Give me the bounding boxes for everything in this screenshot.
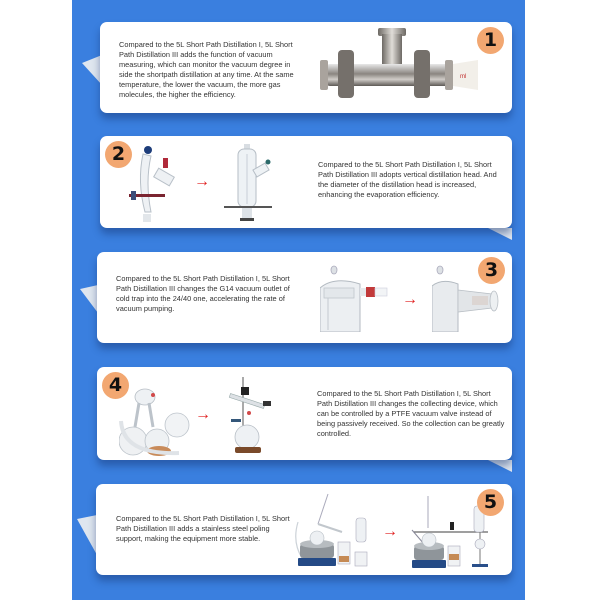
speech-tail: [82, 55, 102, 85]
speech-tail: [80, 285, 98, 313]
feature-card-3: [97, 252, 512, 343]
feature-card-5: [96, 484, 512, 575]
arrow-right-icon: →: [382, 523, 398, 540]
distillation-kit-without-support-image: [292, 492, 370, 570]
step-number-badge: 1: [477, 27, 504, 54]
step-number-badge: 2: [105, 141, 132, 168]
passive-collection-flasks-image: [119, 381, 191, 459]
ptfe-valve-collection-image: [225, 375, 281, 457]
arrow-right-icon: →: [402, 291, 418, 308]
speech-tail: [488, 460, 512, 472]
angled-distillation-head-image: [125, 142, 175, 226]
step-number-badge: 4: [102, 372, 129, 399]
feature-description: Compared to the 5L Short Path Distillation I, 5L Short Path Distillation III changes the collecting device, which can be controlled by a PTFE vacuum valve instead of being passively received. So the collection can be greatly controlled.: [317, 389, 505, 438]
step-number-badge: 5: [477, 489, 504, 516]
speech-tail: [77, 515, 97, 555]
step-number-badge: 3: [478, 257, 505, 284]
feature-card-2: [100, 136, 512, 228]
feature-description: Compared to the 5L Short Path Distillation I, 5L Short Path Distillation III adopts vertical distillation head. And the diameter of the distillation head is increased, enhancing the evaporation efficiency.: [318, 160, 497, 199]
feature-description: Compared to the 5L Short Path Distillation I, 5L Short Path Distillation III adds the function of vacuum measuring, which can monitor the vacuum degree in side the shortpath distillation at any time. At the same temperature, the lower the vacuum, the more gas molecules, the higher the efficiency.: [119, 40, 294, 99]
cold-trap-g14-outlet-image: [320, 264, 390, 332]
arrow-right-icon: →: [195, 406, 211, 423]
speech-tail: [488, 228, 512, 240]
vertical-distillation-head-image: [222, 144, 274, 226]
svg-text:ml: ml: [460, 74, 467, 80]
feature-description: Compared to the 5L Short Path Distillation I, 5L Short Path Distillation III adds a stainless steel poling support, making the equipment more stable.: [116, 514, 290, 543]
feature-description: Compared to the 5L Short Path Distillation I, 5L Short Path Distillation III changes the G14 vacuum outlet of cold trap into the 24/40 one, accelerating the rate of vacuum pumping.: [116, 274, 290, 313]
vacuum-tee-fitting-image: [320, 24, 480, 106]
feature-card-4: [97, 367, 512, 460]
feature-card-1: [100, 22, 512, 113]
arrow-right-icon: →: [194, 173, 210, 190]
